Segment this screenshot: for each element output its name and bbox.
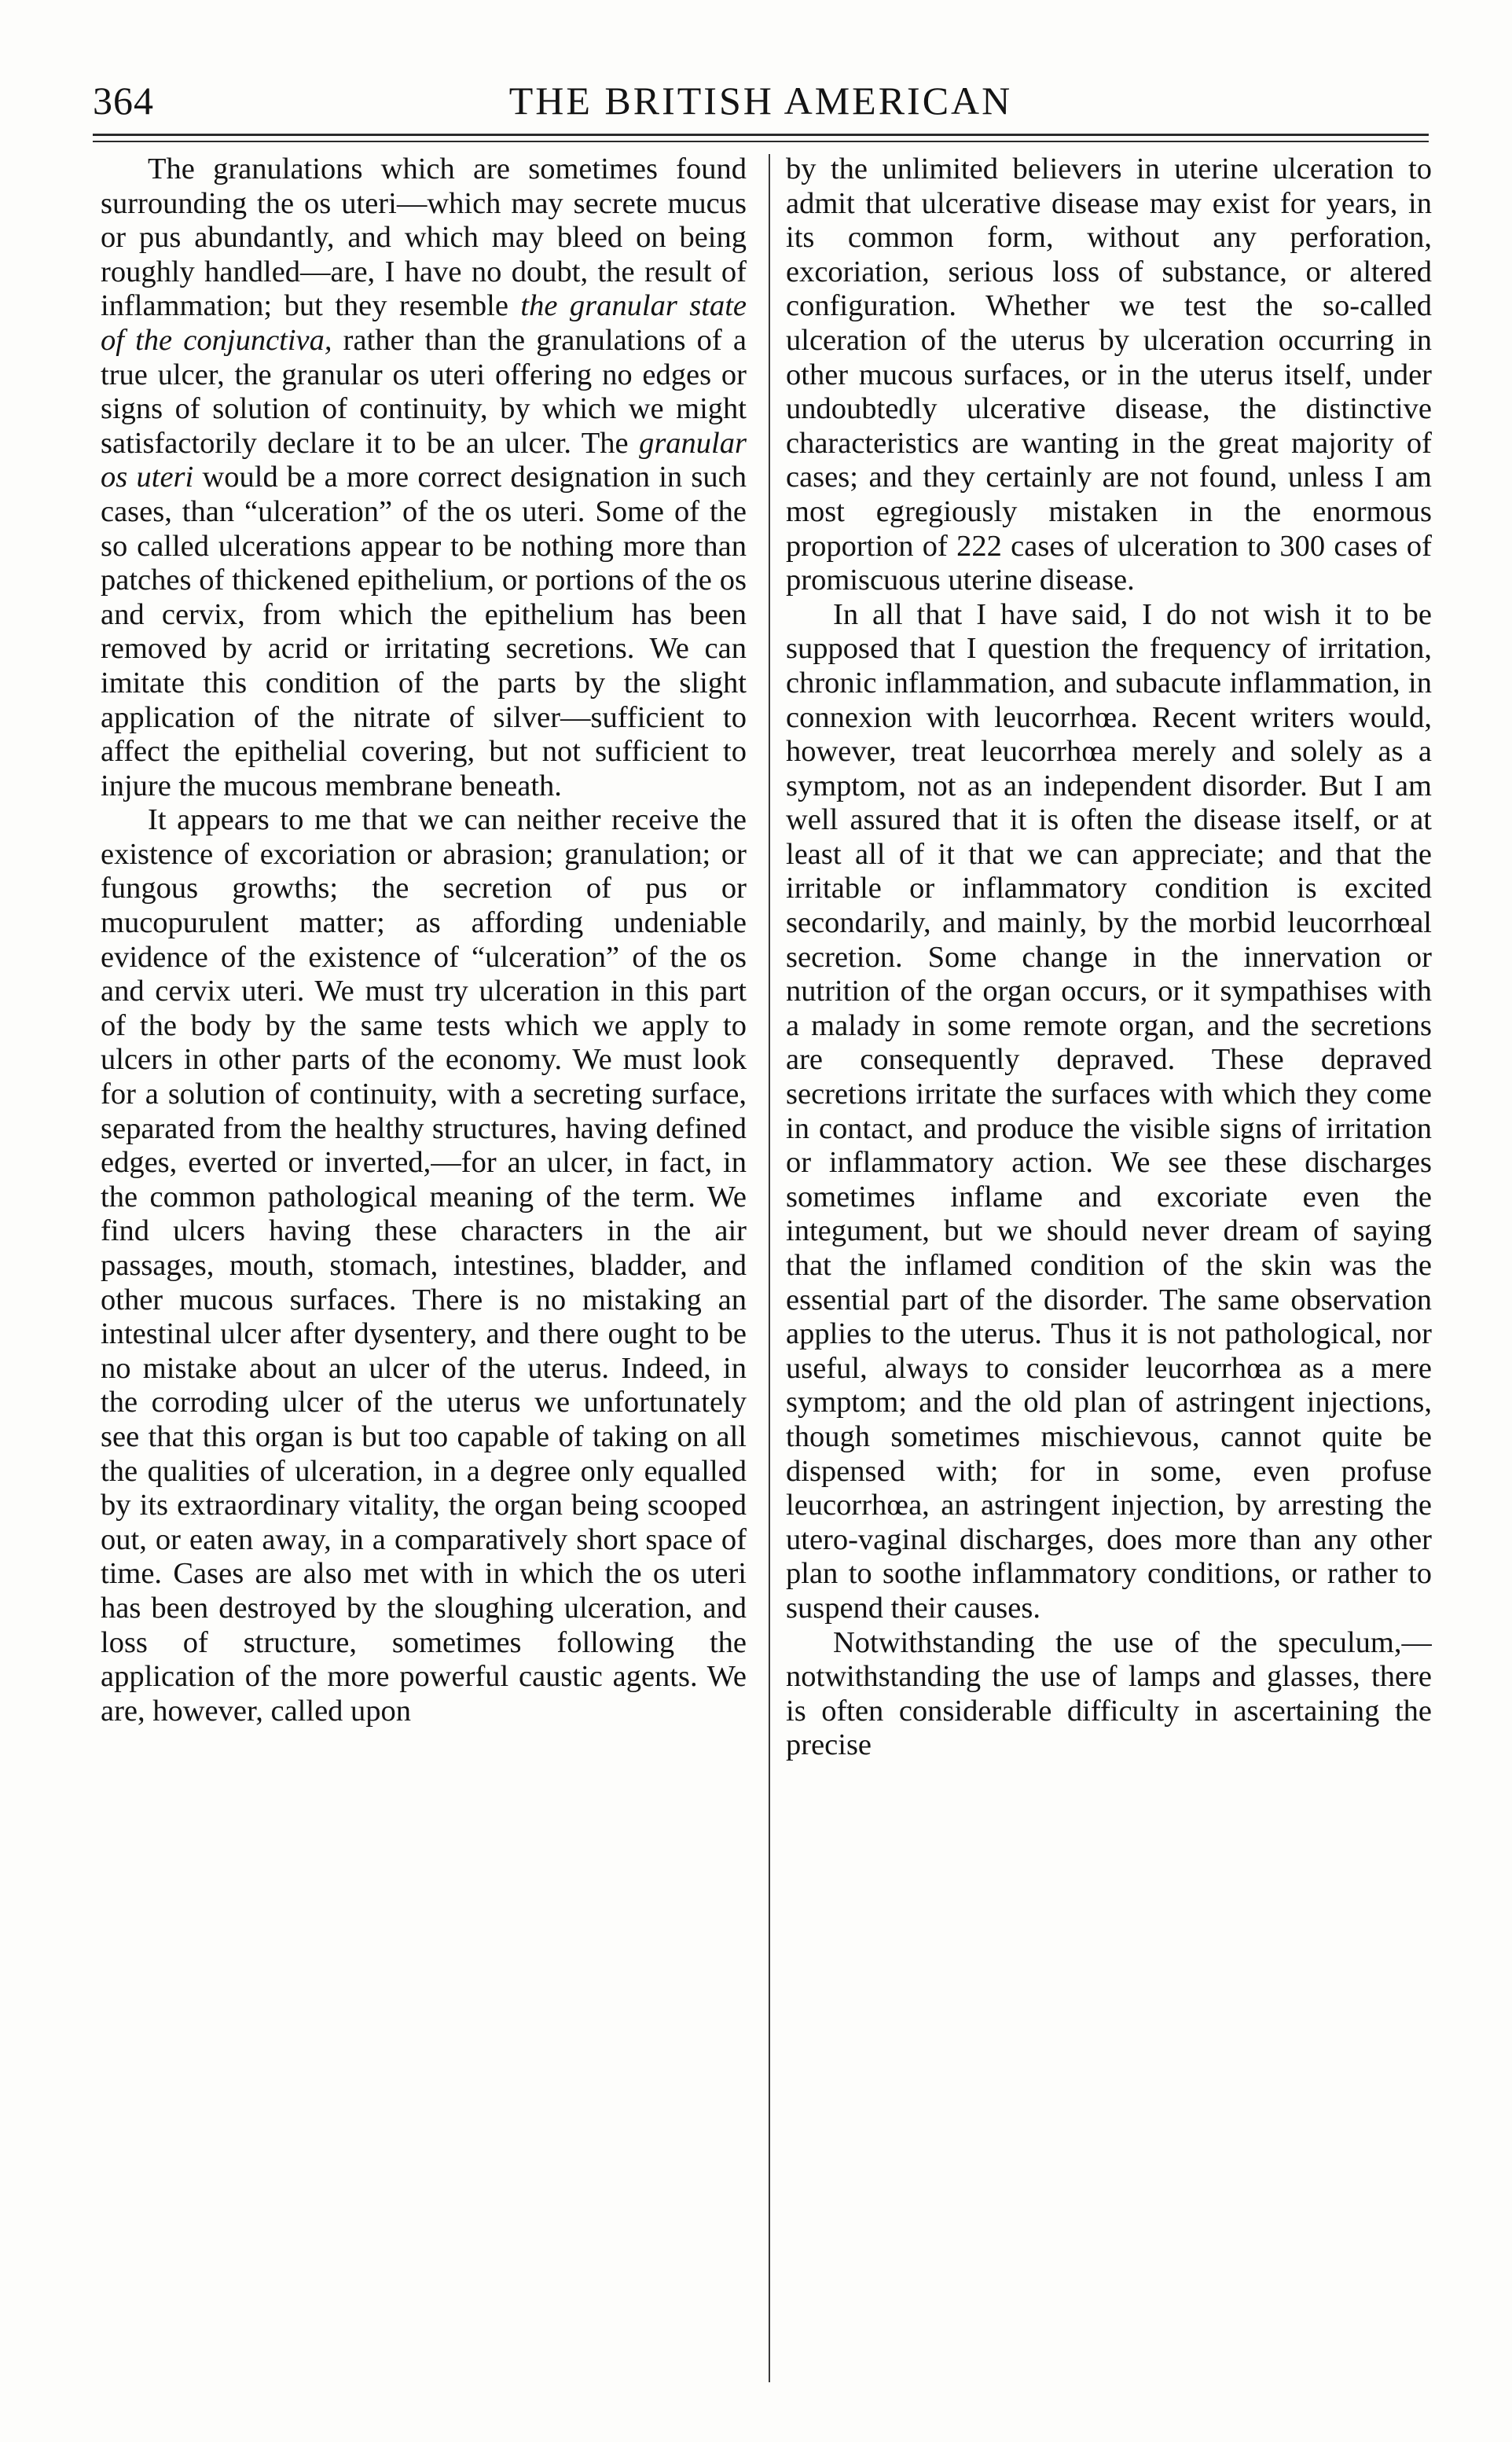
header-rule-top — [93, 134, 1429, 136]
running-title: THE BRITISH AMERICAN — [508, 79, 1013, 123]
page-header — [93, 75, 1429, 126]
column-divider — [769, 154, 770, 2382]
left-paragraph-1-italic-2: granular os uteri — [101, 426, 747, 494]
left-paragraph-1-text-1: The granulations which are sometimes found surrounding the os uteri—which may secrete mucus or pus abundantly, and which may bleed on being roughly handled—are, I have no doubt, the result of inflammation; but they resemble — [101, 152, 747, 323]
left-paragraph-1 — [101, 152, 747, 803]
left-paragraph-1-text-2: rather than the granulations of a true ulcer, the granular os uteri offering no edges or signs of solution of continuity, by which we might satisfactorily declare it to be an ulcer. The — [101, 323, 747, 460]
left-paragraph-1-italic-1: the granular state of the conjunctiva, — [101, 289, 747, 357]
right-column — [786, 152, 1432, 2400]
left-paragraph-2: It appears to me that we can neither receive the existence of excoriation or abrasion; granulation; or fungous growths; the secretion of pus or mucopurulent matter; as affording undeniable evidence of the existence of “ulceration” of the os and cervix uteri. We must try ulceration in this part of the body by the same tests which we apply to ulcers in other parts of the economy. We must look for a solution of continuity, with a secreting surface, separated from the healthy structures, having defined edges, everted or inverted,—for an ulcer, in fact, in the common pathological meaning of the term. We find ulcers having these characters in the air passages, mouth, stomach, intestines, bladder, and other mucous surfaces. There is no mistaking an intestinal ulcer after dysentery, and there ought to be no mistake about an ulcer of the uterus. Indeed, in the corroding ulcer of the uterus we unfortunately see that this organ is but too capable of taking on all the qualities of ulceration, in a degree only equalled by its extraordinary vitality, the organ being scooped out, or eaten away, in a comparatively short space of time. Cases are also met with in which the os uteri has been destroyed by the sloughing ulceration, and loss of structure, sometimes following the application of the more powerful caustic agents. We are, however, called upon — [101, 803, 747, 1728]
right-paragraph-2: In all that I have said, I do not wish it to be supposed that I question the frequency of irritation, chronic inflammation, and subacute inflammation, in connexion with leucorrhœa. Recent writers would, however, treat leucorrhœa merely and solely as a symptom, not as an independent disorder. But I am well assured that it is often the disease itself, or at least all of it that we can appreciate; and that the irritable or inflammatory condition is excited secondarily, and mainly, by the morbid leucorrhœal secretion. Some change in the innervation or nutrition of the organ occurs, or it sympathises with a malady in some remote organ, and the secretions are consequently depraved. These depraved secretions irritate the surfaces with which they come in contact, and produce the visible signs of irritation or inflammatory action. We see these discharges sometimes inflame and excoriate even the integument, but we should never dream of saying that the inflamed condition of the skin was the essential part of the disorder. The same observation applies to the uterus. Thus it is not pathological, nor useful, always to consider leucorrhœa as a mere symptom; and the old plan of astringent injections, though sometimes mischievous, cannot quite be dispensed with; for in some, even profuse leucorrhœa, an astringent injection, by arresting the utero-vaginal discharges, does more than any other plan to soothe inflammatory conditions, or rather to suspend their causes. — [786, 597, 1432, 1625]
header-rule-bottom — [93, 141, 1429, 142]
right-paragraph-3: Notwithstanding the use of the speculum,—notwithstanding the use of lamps and glasses, there is often considerable difficulty in ascertaining the precise — [786, 1625, 1432, 1762]
left-paragraph-1-text-3: would be a more correct designation in such cases, than “ulceration” of the os uteri. Some of the so called ulcerations appear to be nothing more than patches of thickened epithelium, or portions of the os and cervix, from which the epithelium has been removed by acrid or irritating secretions. We can imitate this condition of the parts by the slight application of the nitrate of silver—sufficient to affect the epithelial covering, but not sufficient to injure the mucous membrane beneath. — [101, 461, 747, 802]
page-number: 364 — [93, 79, 154, 123]
right-paragraph-1: by the unlimited believers in uterine ulceration to admit that ulcerative disease may exist for years, in its common form, without any perforation, excoriation, serious loss of substance, or altered configuration. Whether we test the so-called ulceration of the uterus by ulceration occurring in other mucous surfaces, or in the uterus itself, under undoubtedly ulcerative disease, the distinctive characteristics are wanting in the great majority of cases; and they certainly are not found, unless I am most egregiously mistaken in the enormous proportion of 222 cases of ulceration to 300 cases of promiscuous uterine disease. — [786, 152, 1432, 597]
left-column — [101, 152, 747, 2400]
